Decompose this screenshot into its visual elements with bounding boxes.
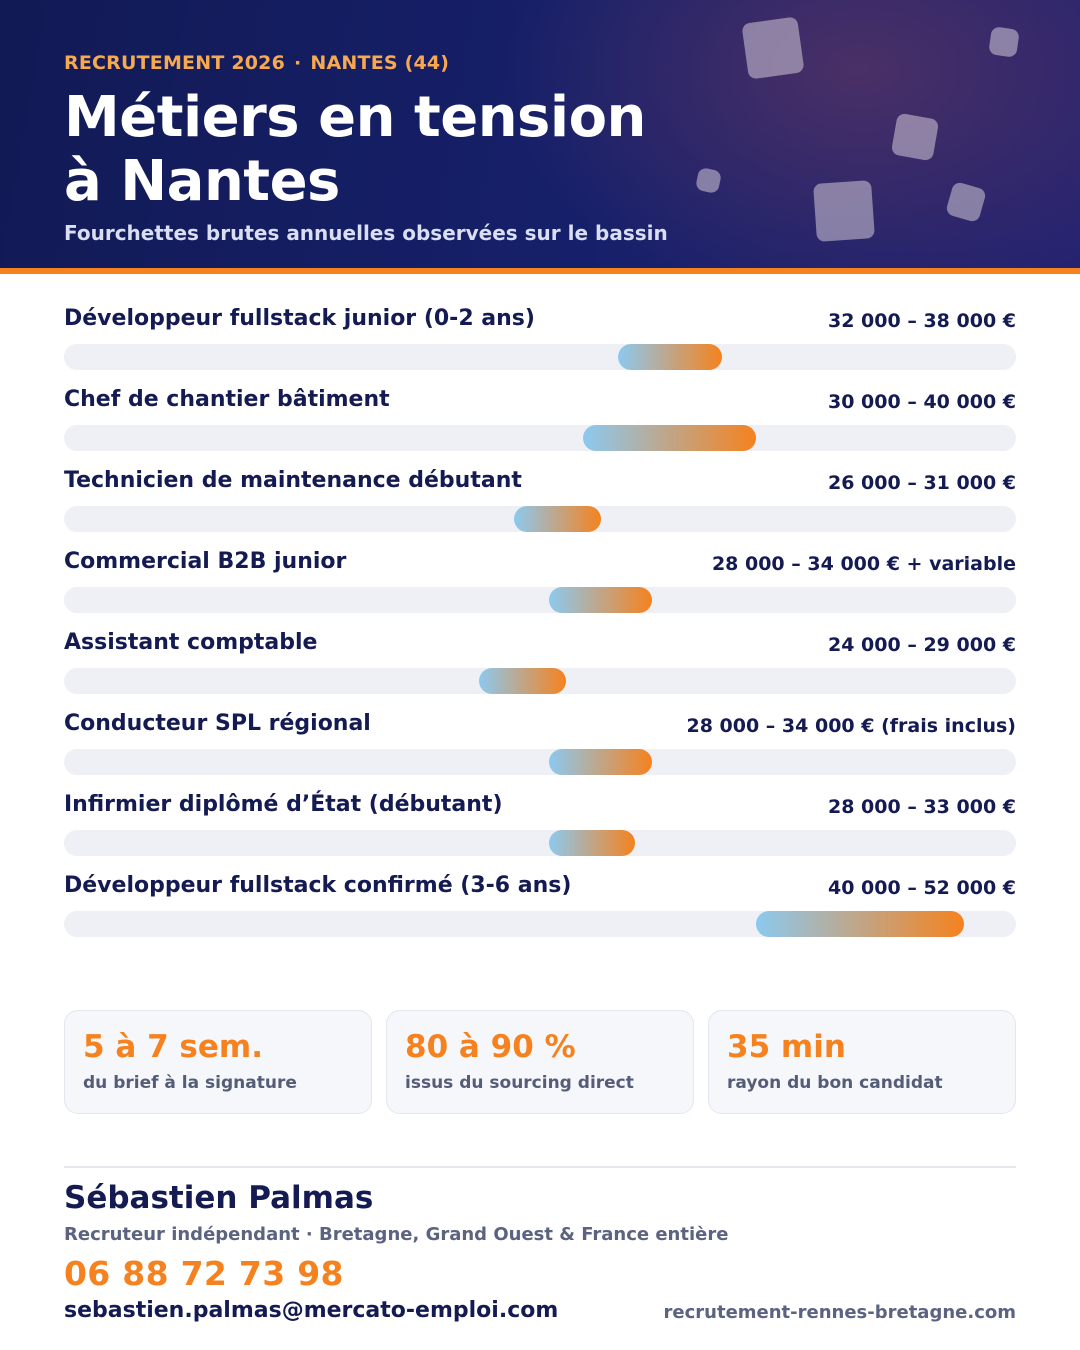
salary-range-list	[64, 306, 1016, 954]
recruiter-name: Sébastien Palmas	[64, 1180, 374, 1216]
salary-range: 28 000 – 34 000 € + variable	[711, 553, 1016, 575]
eyebrow-separator: ·	[294, 52, 302, 74]
phone-number[interactable]: 06 88 72 73 98	[64, 1254, 344, 1293]
salary-range: 26 000 – 31 000 €	[828, 472, 1016, 494]
website-link[interactable]: recrutement-rennes-bretagne.com	[663, 1302, 1016, 1323]
salary-row	[64, 873, 1016, 954]
stat-label: issus du sourcing direct	[405, 1073, 634, 1093]
decorative-square	[891, 113, 940, 162]
stat-card-radius	[708, 1010, 1016, 1114]
salary-row	[64, 549, 1016, 630]
salary-range: 30 000 – 40 000 €	[828, 391, 1016, 413]
range-track	[64, 587, 1016, 613]
recruiter-role: Recruteur indépendant · Bretagne, Grand Ouest & France entière	[64, 1224, 729, 1245]
range-bar	[514, 506, 601, 532]
decorative-square	[988, 26, 1020, 58]
salary-row	[64, 630, 1016, 711]
range-track	[64, 668, 1016, 694]
header-banner	[0, 0, 1080, 268]
range-bar	[549, 830, 636, 856]
key-figures	[64, 1010, 1016, 1114]
email-link[interactable]: sebastien.palmas@mercato-emploi.com	[64, 1298, 559, 1323]
range-track	[64, 911, 1016, 937]
salary-range: 28 000 – 34 000 € (frais inclus)	[686, 715, 1016, 737]
range-track	[64, 830, 1016, 856]
stat-value: 80 à 90 %	[405, 1029, 576, 1065]
job-title: Commercial B2B junior	[64, 549, 347, 574]
decorative-square	[945, 181, 987, 223]
salary-row	[64, 468, 1016, 549]
eyebrow	[64, 52, 449, 74]
stat-label: rayon du bon candidat	[727, 1073, 943, 1093]
job-title: Développeur fullstack confirmé (3-6 ans)	[64, 873, 572, 898]
range-bar	[549, 749, 653, 775]
job-title: Assistant comptable	[64, 630, 318, 655]
stat-value: 35 min	[727, 1029, 846, 1065]
salary-range: 24 000 – 29 000 €	[828, 634, 1016, 656]
range-bar	[618, 344, 722, 370]
salary-range: 28 000 – 33 000 €	[828, 796, 1016, 818]
salary-row	[64, 387, 1016, 468]
stat-value: 5 à 7 sem.	[83, 1029, 263, 1065]
range-track	[64, 344, 1016, 370]
page-subtitle: Fourchettes brutes annuelles observées sur le bassin	[64, 221, 668, 245]
salary-range: 40 000 – 52 000 €	[828, 877, 1016, 899]
range-track	[64, 749, 1016, 775]
job-title: Conducteur SPL régional	[64, 711, 371, 736]
page-title-line-2: à Nantes	[64, 149, 340, 214]
footer-divider	[64, 1166, 1016, 1168]
range-bar	[549, 587, 653, 613]
range-bar	[583, 425, 756, 451]
stat-card-delay	[64, 1010, 372, 1114]
range-bar	[756, 911, 964, 937]
decorative-square	[741, 16, 804, 79]
page-title-line-1: Métiers en tension	[64, 85, 646, 150]
salary-row	[64, 792, 1016, 873]
stat-card-sourcing	[386, 1010, 694, 1114]
salary-row	[64, 711, 1016, 792]
range-bar	[479, 668, 566, 694]
salary-range: 32 000 – 38 000 €	[828, 310, 1016, 332]
header-accent-stripe	[0, 268, 1080, 274]
page-title	[64, 86, 646, 214]
range-track	[64, 506, 1016, 532]
job-title: Infirmier diplômé d’État (débutant)	[64, 792, 503, 817]
eyebrow-location: NANTES (44)	[310, 52, 450, 74]
decorative-square	[695, 167, 722, 194]
range-track	[64, 425, 1016, 451]
job-title: Technicien de maintenance débutant	[64, 468, 522, 493]
job-title: Développeur fullstack junior (0-2 ans)	[64, 306, 535, 331]
salary-row	[64, 306, 1016, 387]
stat-label: du brief à la signature	[83, 1073, 297, 1093]
job-title: Chef de chantier bâtiment	[64, 387, 390, 412]
eyebrow-campaign: RECRUTEMENT 2026	[64, 52, 285, 74]
decorative-square	[813, 180, 875, 242]
